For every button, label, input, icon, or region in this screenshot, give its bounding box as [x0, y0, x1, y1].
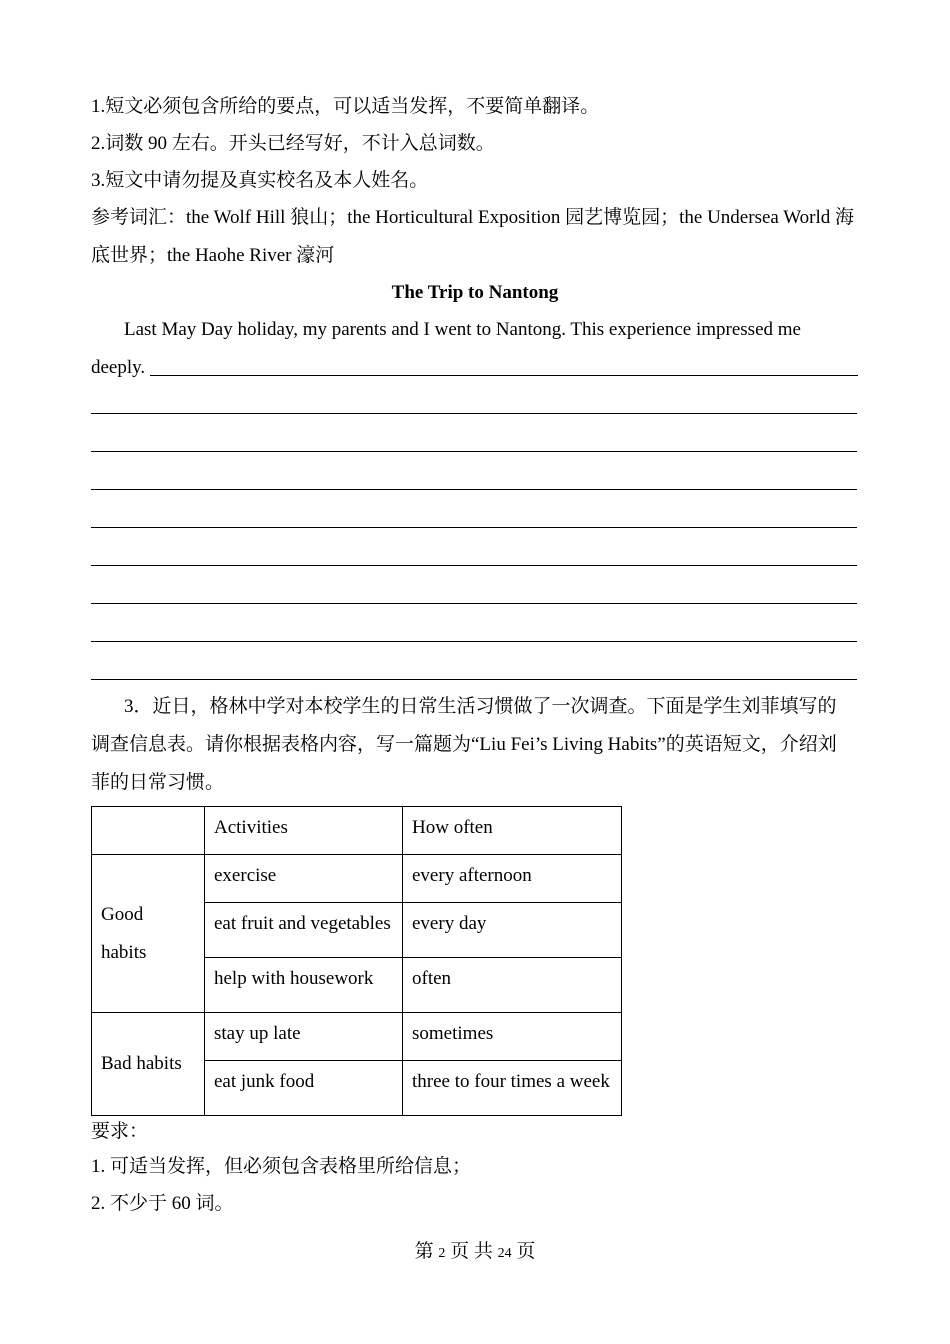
writing-line[interactable]	[91, 679, 857, 680]
table-cell-activity: eat junk food	[205, 1061, 403, 1116]
writing-line[interactable]	[91, 641, 857, 642]
writing-line[interactable]	[91, 451, 857, 452]
vocab-line-2: 底世界；the Haohe River 濠河	[91, 245, 335, 266]
footer-middle: 页 共	[450, 1241, 493, 1262]
footer-prefix: 第	[414, 1241, 434, 1262]
writing-line[interactable]	[150, 375, 858, 376]
footer-page-number: 2	[438, 1246, 446, 1261]
table-cell-activity: eat fruit and vegetables	[205, 903, 403, 958]
bad-habits-label: Bad habits	[92, 1013, 205, 1116]
question3-line-3: 菲的日常习惯。	[91, 772, 225, 793]
table-cell-frequency: sometimes	[403, 1013, 622, 1061]
question3-line-1: 3．近日，格林中学对本校学生的日常生活习惯做了一次调查。下面是学生刘菲填写的	[124, 696, 837, 717]
requirement-bottom-2: 2. 不少于 60 词。	[91, 1193, 234, 1214]
essay-opening-line-1: Last May Day holiday, my parents and I went to Nantong. This experience impressed me	[124, 319, 801, 340]
vocab-line-1: 参考词汇：the Wolf Hill 狼山；the Horticultural Exposition 园艺博览园；the Undersea World 海	[91, 207, 855, 228]
writing-line[interactable]	[91, 489, 857, 490]
writing-line[interactable]	[91, 565, 857, 566]
table-cell-frequency: every day	[403, 903, 622, 958]
page-footer	[0, 1240, 950, 1266]
header-blank	[92, 807, 205, 855]
table-cell-activity: exercise	[205, 855, 403, 903]
question3-line-2: 调查信息表。请你根据表格内容，写一篇题为“Liu Fei’s Living Habits”的英语短文，介绍刘	[91, 734, 837, 755]
table-cell-activity: help with housework	[205, 958, 403, 1013]
header-activities: Activities	[205, 807, 403, 855]
good-habits-label	[92, 855, 205, 1013]
header-how-often: How often	[403, 807, 622, 855]
requirements-heading: 要求：	[91, 1121, 149, 1142]
footer-total-pages: 24	[497, 1246, 512, 1261]
writing-line[interactable]	[91, 413, 857, 414]
requirement-3: 3.短文中请勿提及真实校名及本人姓名。	[91, 170, 429, 191]
habits-table	[91, 806, 622, 1116]
requirement-2: 2.词数 90 左右。开头已经写好，不计入总词数。	[91, 133, 495, 154]
table-cell-frequency: every afternoon	[403, 855, 622, 903]
table-cell-frequency: three to four times a week	[403, 1061, 622, 1116]
good-label-line-1: Good	[101, 903, 144, 925]
writing-line[interactable]	[91, 603, 857, 604]
writing-line[interactable]	[91, 527, 857, 528]
essay-opening-line-2: deeply.	[91, 357, 146, 378]
footer-suffix: 页	[516, 1241, 536, 1262]
essay-title: The Trip to Nantong	[391, 282, 559, 303]
table-cell-activity: stay up late	[205, 1013, 403, 1061]
requirement-bottom-1: 1. 可适当发挥，但必须包含表格里所给信息；	[91, 1156, 472, 1177]
requirement-1: 1.短文必须包含所给的要点，可以适当发挥，不要简单翻译。	[91, 96, 600, 117]
good-label-line-2: habits	[101, 941, 147, 963]
table-cell-frequency: often	[403, 958, 622, 1013]
